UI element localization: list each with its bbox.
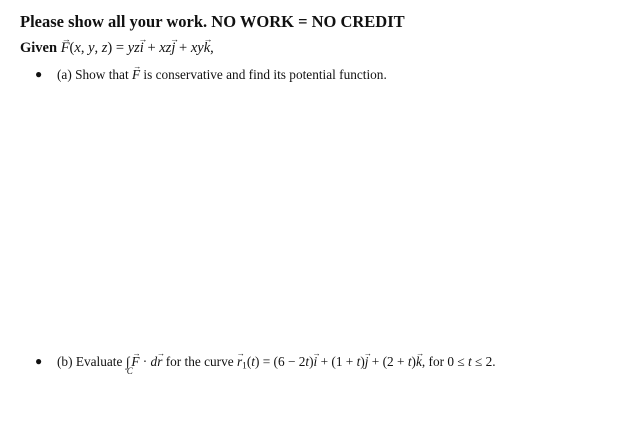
given-label: Given [20, 40, 58, 56]
page-title: Please show all your work. NO WORK = NO CREDIT [20, 12, 405, 31]
given-function: → F(x, y, z) = yz→ i + xz→ j + xy→ k, [61, 40, 214, 56]
part-b-label: (b) [57, 354, 73, 369]
given-statement [20, 40, 214, 57]
bullet: ● [35, 354, 43, 368]
line-integral: ∫ C [125, 354, 133, 376]
bullet: ● [35, 67, 43, 81]
part-a-text: (a) Show that → F is conservative and find its potential function. [57, 67, 387, 83]
part-b-text: (b) Evaluate ∫ C → F · d→ r for the curve → $r_1(t) = (6 - 2t)\to i + (1 + t)\to j + (2 + t)\to k$, for 0 ≤ t ≤ 2. [57, 354, 496, 371]
part-a-label: (a) [57, 67, 72, 82]
